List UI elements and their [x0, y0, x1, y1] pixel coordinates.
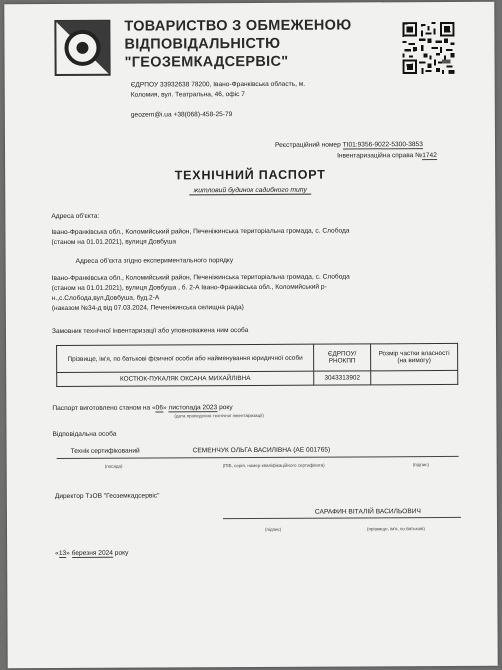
company-name-line1: ТОВАРИСТВО З ОБМЕЖЕНОЮ [124, 17, 352, 35]
company-name-line2: ВІДПОВІДАЛЬНІСТЮ [124, 35, 281, 53]
responsible-name: СЕМЕНЧУК ОЛЬГА ВАСИЛІВНА (АЕ 001765) [192, 446, 331, 455]
responsible-name-caption: (ПІБ, серія, номер кваліфікаційного сертифіката) [222, 462, 325, 469]
inventory-case-label: Інвентаризаційна справа № [337, 152, 423, 160]
company-logo-icon [52, 18, 112, 78]
company-name-line3: "ГЕОЗЕМКАДСЕРВІС" [124, 53, 289, 71]
object-address-line1: Івано-Франківська обл., Коломийський район, Печеніжинська територіальна громада, с. Слобода [51, 227, 350, 237]
document-date-close: » [66, 549, 72, 557]
registration-number-row [275, 140, 423, 151]
document-page [4, 2, 497, 669]
document-date-day: 13 [58, 549, 67, 558]
passport-date-caption: (дата проведення технічної інвентаризації) [174, 412, 264, 419]
responsible-position-caption: (посада) [104, 463, 123, 469]
inventory-case-row [337, 151, 437, 162]
object-address-line2: (станом на 01.01.2021), вулиця Довбуша [51, 238, 177, 247]
experimental-address-line4: (наказом №34-д від 07.03.2024, Печеніжинська селищна рада) [51, 304, 244, 313]
document-subtitle-text: житловий будинок садибного типу [190, 187, 311, 196]
experimental-address-line1: Івано-Франківська обл., Коломийський район, Печеніжинська територіальна громада, с. Слобода [51, 273, 350, 283]
document-subtitle [5, 186, 495, 196]
qr-code-icon [402, 22, 454, 74]
director-label: Директор ТзОВ "Геоземкадсервіс" [54, 492, 160, 501]
owner-share-cell [371, 370, 458, 384]
owner-table [56, 343, 458, 387]
document-date-open: « [55, 550, 59, 558]
experimental-address-line2: (станом на 01.01.2021), вулиця Довбуша , б. 2-А Івано-Франківська обл., Коломийський р- [51, 283, 327, 293]
experimental-address-line3: н.,с.Слобода,вул.Довбуша, буд.2-А [51, 294, 160, 303]
responsible-label: Відповідальна особа [52, 430, 117, 439]
experimental-address-label: Адреса об'єкта згідно експериментального порядку [75, 257, 234, 265]
document-date [55, 549, 128, 559]
responsible-sign-caption: (підпис) [412, 462, 429, 468]
document-date-suffix: року [112, 549, 129, 557]
object-address-label: Адреса об'єкта: [51, 212, 100, 221]
owner-table-header-share: Розмір частки власності (на вимогу) [371, 343, 458, 370]
registration-number-label: Реєстраційний номер [274, 141, 341, 149]
company-address-line1: ЄДРПОУ 33932638 78200, Івано-Франківська область, м. [130, 80, 306, 89]
company-address-line2: Коломия, вул. Театральна, 46, офіс 7 [130, 91, 245, 99]
owner-name-cell: КОСТЮК-ПУКАЛЯК ОКСАНА МИХАЙЛІВНА [57, 371, 314, 386]
registration-number: TI01:9356-9022-5300-3853 [342, 141, 423, 149]
owner-table-header-name: Прізвище, ім'я, по батькові фізичної особи або найменування юридичної особи [57, 344, 314, 372]
inventory-case-number: 1742 [422, 152, 437, 160]
responsible-position: Технік сертифікований [70, 447, 140, 455]
document-title: ТЕХНІЧНИЙ ПАСПОРТ [174, 167, 326, 183]
owner-table-header-row [57, 343, 458, 372]
company-contacts: geozem@i.ua +38(068)-458-25-79 [130, 111, 233, 119]
passport-date-month-year: листопада 2023 [168, 404, 218, 412]
director-sign-caption: (підпис) [265, 526, 282, 532]
owner-code-cell: 3043313902 [314, 371, 371, 385]
director-name-caption: (прізвище, ім'я, по батькові) [367, 526, 425, 532]
experimental-address [52, 272, 350, 314]
passport-date-suffix: року [217, 404, 233, 412]
table-row [57, 370, 458, 386]
company-address [131, 80, 306, 101]
passport-date-prefix: Паспорт виготовлено станом на « [52, 404, 156, 413]
director-signature-line [223, 517, 461, 519]
customer-label: Замовник технічної інвентаризації або уповноважена ним особа [51, 327, 249, 336]
passport-date-day: 06 [155, 404, 164, 412]
owner-table-header-code: ЄДРПОУ/ РНОКПП [314, 344, 371, 371]
company-name [124, 16, 351, 71]
object-address [51, 226, 349, 248]
passport-date-mid: » [163, 404, 169, 412]
document-date-month-year: березня 2024 [71, 549, 113, 557]
director-name: САРАФИН ВІТАЛІЙ ВАСИЛЬОВИЧ [314, 508, 421, 516]
